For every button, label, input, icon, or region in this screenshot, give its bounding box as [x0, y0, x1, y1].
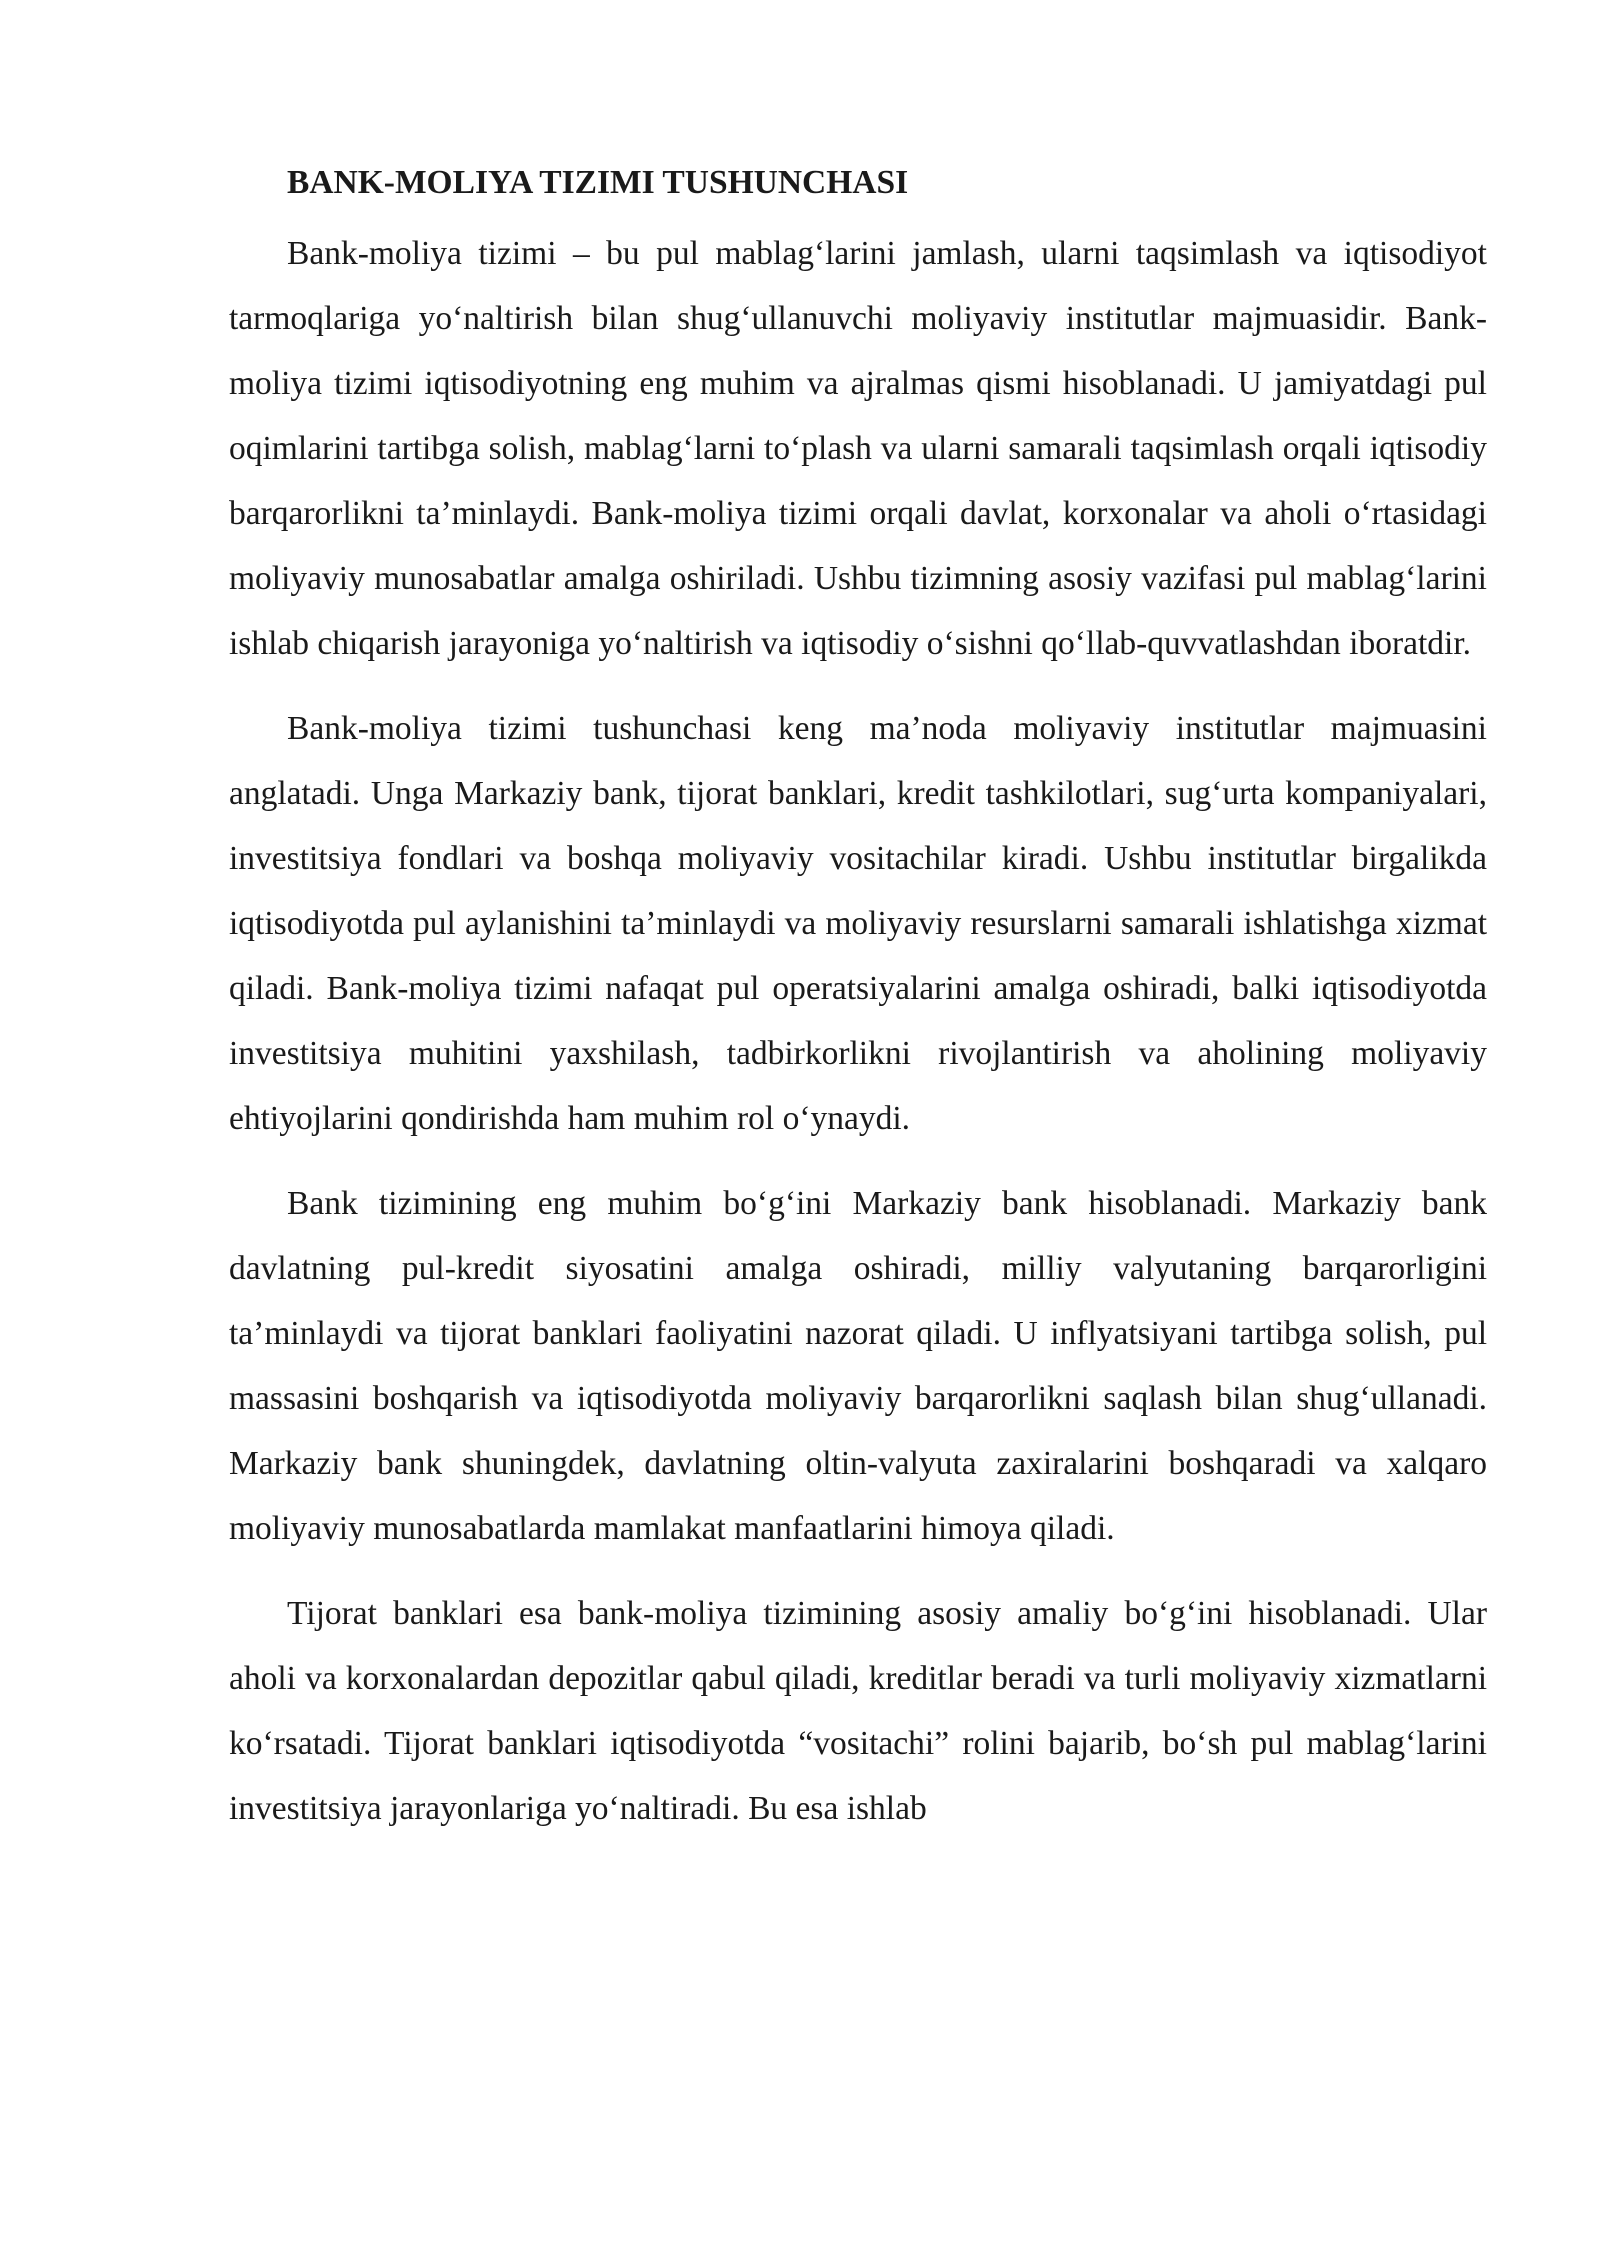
- paragraph-4: Tijorat banklari esa bank-moliya tizimining asosiy amaliy bo‘g‘ini hisoblanadi. Ular aholi va korxonalardan depozitlar qabul qiladi, kreditlar beradi va turli moliyaviy xizmatlarni ko‘rsatadi. Tijorat banklari iqtisodiyotda “vositachi” rolini bajarib, bo‘sh pul mablag‘larini investitsiya jarayonlariga yo‘naltiradi. Bu esa ishlab: [229, 1595, 1487, 1827]
- document-heading: BANK-MOLIYA TIZIMI TUSHUNCHASI: [287, 164, 909, 201]
- paragraph-2: Bank-moliya tizimi tushunchasi keng ma’noda moliyaviy institutlar majmuasini anglatadi. Unga Markaziy bank, tijorat banklari, kredit tashkilotlari, sug‘urta kompaniyalari, investitsiya fondlari va boshqa moliyaviy vositachilar kiradi. Ushbu institutlar birgalikda iqtisodiyotda pul aylanishini ta’minlaydi va moliyaviy resurslarni samarali ishlatishga xizmat qiladi. Bank-moliya tizimi nafaqat pul operatsiyalarini amalga oshiradi, balki iqtisodiyotda investitsiya muhitini yaxshilash, tadbirkorlikni rivojlantirish va aholining moliyaviy ehtiyojlarini qondirishda ham muhim rol o‘ynaydi.: [229, 710, 1487, 1137]
- paragraph-3: Bank tizimining eng muhim bo‘g‘ini Markaziy bank hisoblanadi. Markaziy bank davlatning pul-kredit siyosatini amalga oshiradi, milliy valyutaning barqarorligini ta’minlaydi va tijorat banklari faoliyatini nazorat qiladi. U inflyatsiyani tartibga solish, pul massasini boshqarish va iqtisodiyotda moliyaviy barqarorlikni saqlash bilan shug‘ullanadi. Markaziy bank shuningdek, davlatning oltin-valyuta zaxiralarini boshqaradi va xalqaro moliyaviy munosabatlarda mamlakat manfaatlarini himoya qiladi.: [229, 1185, 1487, 1547]
- document-body: [229, 150, 1487, 1861]
- paragraph-1: Bank-moliya tizimi – bu pul mablag‘larini jamlash, ularni taqsimlash va iqtisodiyot tarmoqlariga yo‘naltirish bilan shug‘ullanuvchi moliyaviy institutlar majmuasidir. Bank-moliya tizimi iqtisodiyotning eng muhim va ajralmas qismi hisoblanadi. U jamiyatdagi pul oqimlarini tartibga solish, mablag‘larni to‘plash va ularni samarali taqsimlash orqali iqtisodiy barqarorlikni ta’minlaydi. Bank-moliya tizimi orqali davlat, korxonalar va aholi o‘rtasidagi moliyaviy munosabatlar amalga oshiriladi. Ushbu tizimning asosiy vazifasi pul mablag‘larini ishlab chiqarish jarayoniga yo‘naltirish va iqtisodiy o‘sishni qo‘llab-quvvatlashdan iboratdir.: [229, 235, 1487, 662]
